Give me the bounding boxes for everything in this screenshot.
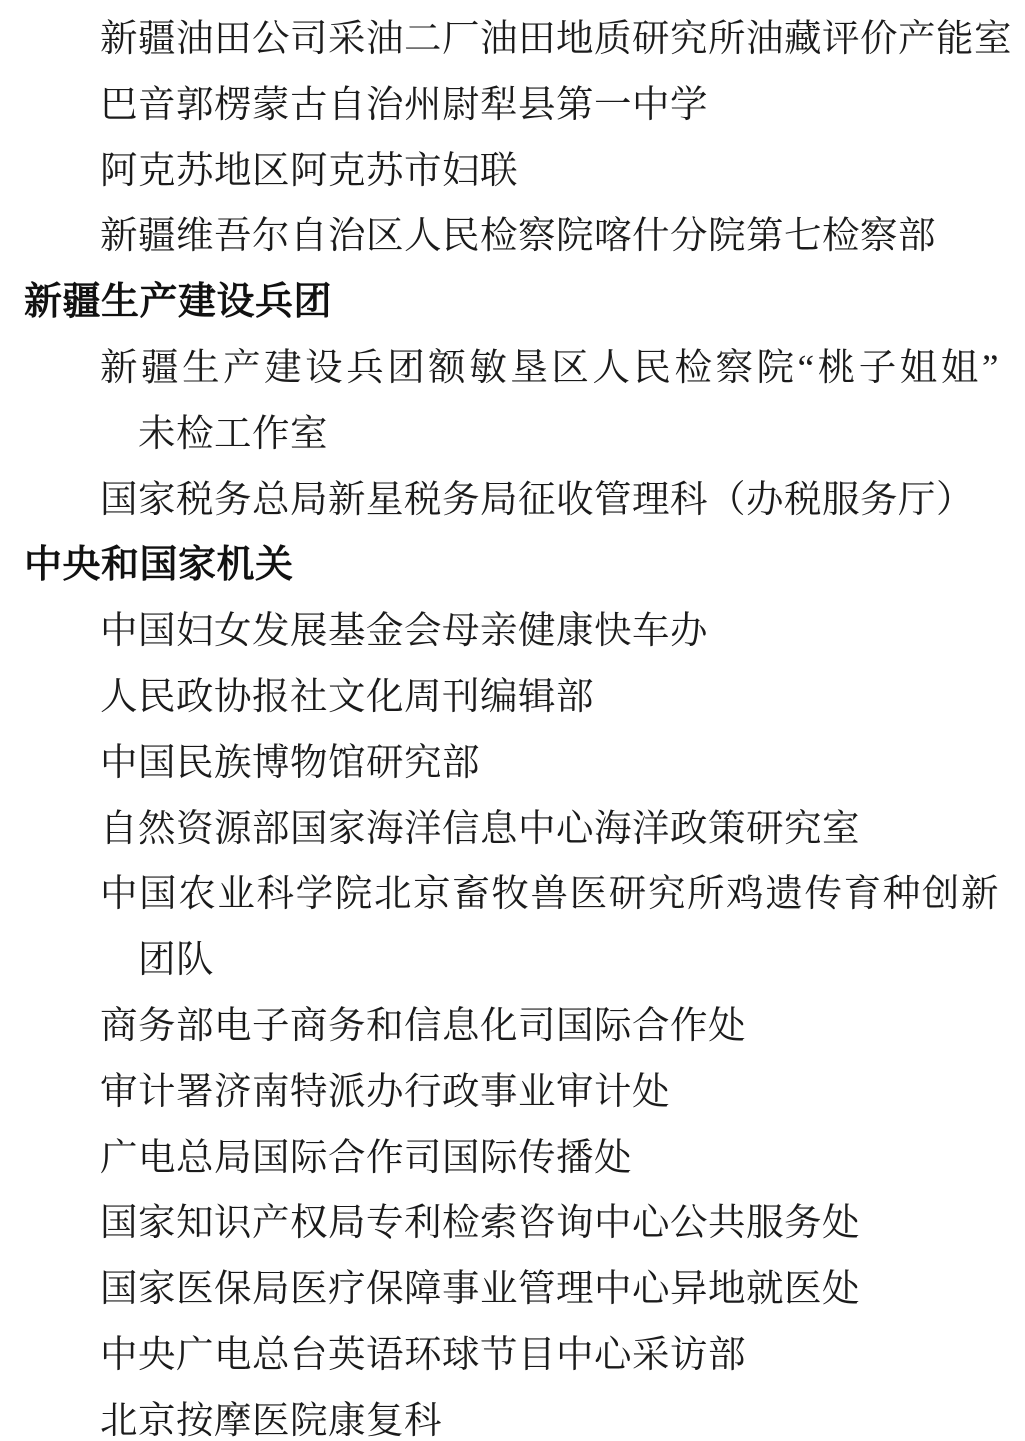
list-item: 国家医保局医疗保障事业管理中心异地就医处	[100, 1269, 860, 1311]
list-item: 自然资源部国家海洋信息中心海洋政策研究室	[100, 808, 860, 850]
section-header: 中央和国家机关	[24, 544, 294, 587]
list-item: 新疆生产建设兵团额敏垦区人民检察院“桃子姐姐”	[100, 347, 1000, 389]
list-item: 国家税务总局新星税务局征收管理科（办税服务厅）	[100, 479, 974, 521]
list-item: 新疆油田公司采油二厂油田地质研究所油藏评价产能室	[100, 19, 1012, 60]
list-item: 中国民族博物馆研究部	[100, 742, 480, 784]
list-item: 中国农业科学院北京畜牧兽医研究所鸡遗传育种创新	[100, 874, 1000, 916]
section-header: 新疆生产建设兵团	[24, 281, 333, 324]
list-item: 审计署济南特派办行政事业审计处	[100, 1071, 670, 1113]
list-item: 新疆维吾尔自治区人民检察院喀什分院第七检察部	[100, 216, 936, 258]
list-item: 北京按摩医院康复科	[100, 1400, 442, 1441]
list-item: 国家知识产权局专利检索咨询中心公共服务处	[100, 1203, 860, 1245]
list-item: 中央广电总台英语环球节目中心采访部	[100, 1334, 746, 1376]
list-item: 广电总局国际合作司国际传播处	[100, 1137, 632, 1179]
list-item: 人民政协报社文化周刊编辑部	[100, 676, 594, 718]
list-item-continuation: 未检工作室	[138, 413, 328, 455]
list-item: 阿克苏地区阿克苏市妇联	[100, 150, 518, 192]
list-item: 巴音郭楞蒙古自治州尉犁县第一中学	[100, 84, 708, 126]
list-item-continuation: 团队	[138, 940, 214, 982]
list-item: 中国妇女发展基金会母亲健康快车办	[100, 611, 708, 653]
list-item: 商务部电子商务和信息化司国际合作处	[100, 1005, 746, 1047]
